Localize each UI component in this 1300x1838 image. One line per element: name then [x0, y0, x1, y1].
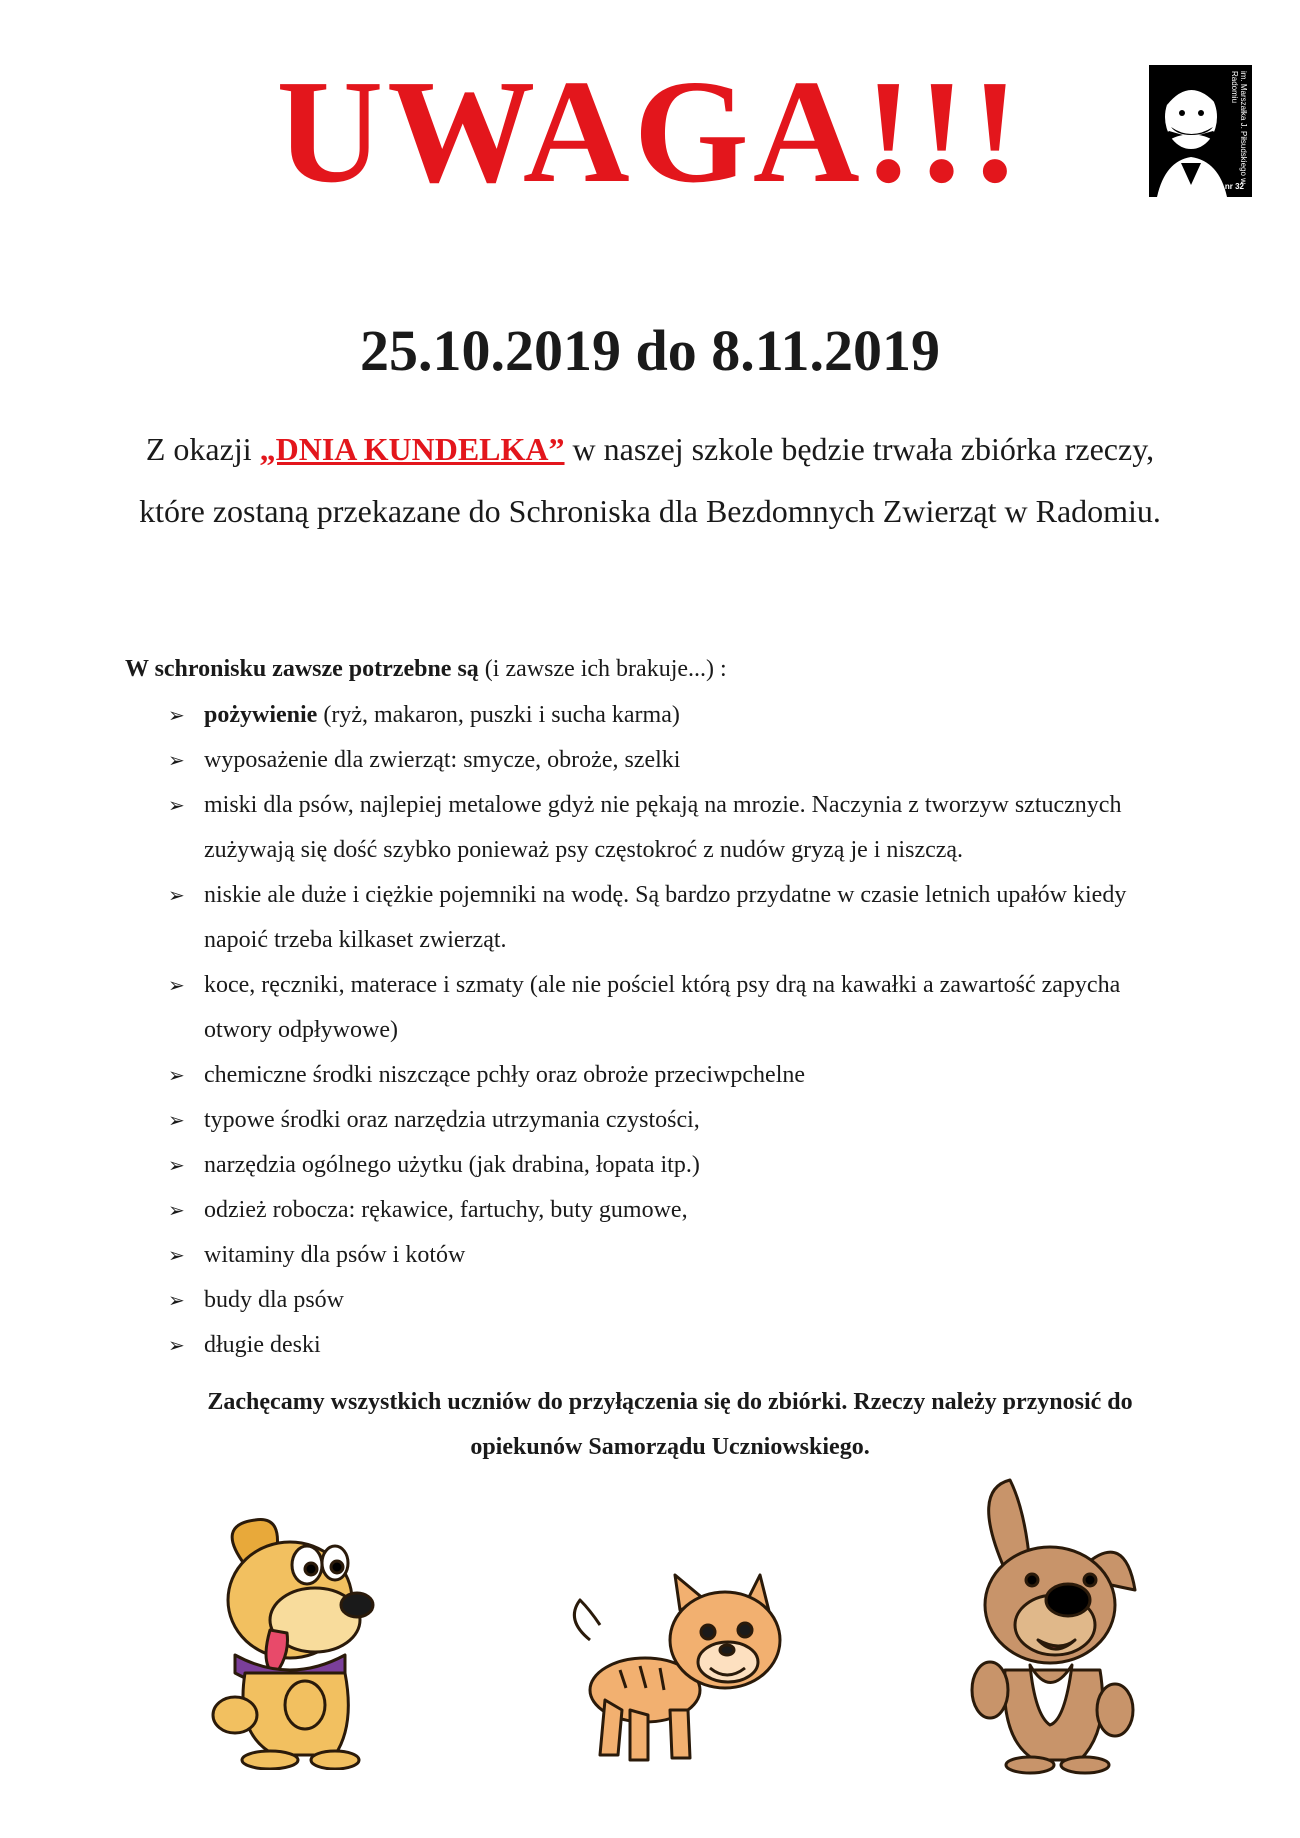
list-item-text: budy dla psów	[204, 1287, 344, 1313]
arrow-bullet-icon: ➢	[168, 1198, 185, 1222]
list-item-text: wyposażenie dla zwierząt: smycze, obroże, szelki	[204, 747, 681, 773]
arrow-bullet-icon: ➢	[168, 1333, 185, 1357]
list-item	[168, 963, 1168, 1053]
list-item-text: narzędzia ogólnego użytku (jak drabina, łopata itp.)	[204, 1152, 700, 1178]
list-item-text: witaminy dla psów i kotów	[204, 1242, 466, 1268]
arrow-bullet-icon: ➢	[168, 1153, 185, 1177]
list-item-text: (ryż, makaron, puszki i sucha karma)	[317, 702, 680, 728]
logo-caption: im. Marszałka J. Piłsudskiego w Radomiu	[1230, 71, 1248, 184]
list-item	[168, 783, 1168, 873]
list-item	[168, 873, 1168, 963]
date-range: 25.10.2019 do 8.11.2019	[359, 318, 941, 383]
list-item	[168, 738, 1168, 783]
arrow-bullet-icon: ➢	[168, 703, 185, 727]
school-logo	[1149, 65, 1252, 197]
list-item	[168, 1098, 1168, 1143]
arrow-bullet-icon: ➢	[168, 793, 185, 817]
list-item	[168, 1278, 1168, 1323]
needs-lead-rest: (i zawsze ich brakuje...) :	[478, 656, 727, 682]
puppy-illustration	[950, 1470, 1150, 1775]
intro-highlight: „DNIA KUNDELKA”	[259, 431, 565, 467]
dog-illustration	[195, 1505, 410, 1770]
list-item	[168, 1323, 1168, 1368]
intro-after: w naszej szkole będzie trwała zbiórka rzeczy, które zostaną przekazane do Schroniska dla Bezdomnych Zwierząt w Radomiu.	[139, 431, 1161, 529]
list-item	[168, 693, 1168, 738]
needs-list	[168, 693, 1168, 1368]
arrow-bullet-icon: ➢	[168, 748, 185, 772]
needs-lead	[125, 652, 727, 686]
list-item-text: miski dla psów, najlepiej metalowe gdyż nie pękają na mrozie. Naczynia z tworzyw sztucznych zużywają się dość szybko ponieważ psy częstokroć z nudów gryzą je i niszczą.	[204, 792, 1122, 863]
arrow-bullet-icon: ➢	[168, 883, 185, 907]
logo-badge: PSP nr 32	[1206, 182, 1244, 191]
intro-paragraph	[120, 418, 1180, 542]
list-item-text: odzież robocza: rękawice, fartuchy, buty gumowe,	[204, 1197, 688, 1223]
list-item	[168, 1143, 1168, 1188]
headline: UWAGA!!!	[276, 50, 1024, 214]
list-item	[168, 1233, 1168, 1278]
list-item-text: typowe środki oraz narzędzia utrzymania czystości,	[204, 1107, 700, 1133]
list-item	[168, 1188, 1168, 1233]
arrow-bullet-icon: ➢	[168, 973, 185, 997]
intro-before: Z okazji	[145, 431, 260, 467]
arrow-bullet-icon: ➢	[168, 1108, 185, 1132]
list-item	[168, 1053, 1168, 1098]
closing-note: Zachęcamy wszystkich uczniów do przyłączenia się do zbiórki. Rzeczy należy przynosić do opiekunów Samorządu Uczniowskiego.	[207, 1389, 1133, 1460]
list-item-text: koce, ręczniki, materace i szmaty (ale nie pościel którą psy drą na kawałki a zawartość zapycha otwory odpływowe)	[204, 972, 1121, 1043]
arrow-bullet-icon: ➢	[168, 1243, 185, 1267]
arrow-bullet-icon: ➢	[168, 1288, 185, 1312]
list-item-bold: pożywienie	[204, 702, 318, 728]
list-item-text: niskie ale duże i ciężkie pojemniki na wodę. Są bardzo przydatne w czasie letnich upałów kiedy napoić trzeba kilkaset zwierząt.	[204, 882, 1127, 953]
needs-lead-bold: W schronisku zawsze potrzebne są	[125, 656, 479, 682]
cat-illustration	[560, 1570, 805, 1770]
list-item-text: chemiczne środki niszczące pchły oraz obroże przeciwpchelne	[204, 1062, 806, 1088]
arrow-bullet-icon: ➢	[168, 1063, 185, 1087]
list-item-text: długie deski	[204, 1332, 321, 1358]
